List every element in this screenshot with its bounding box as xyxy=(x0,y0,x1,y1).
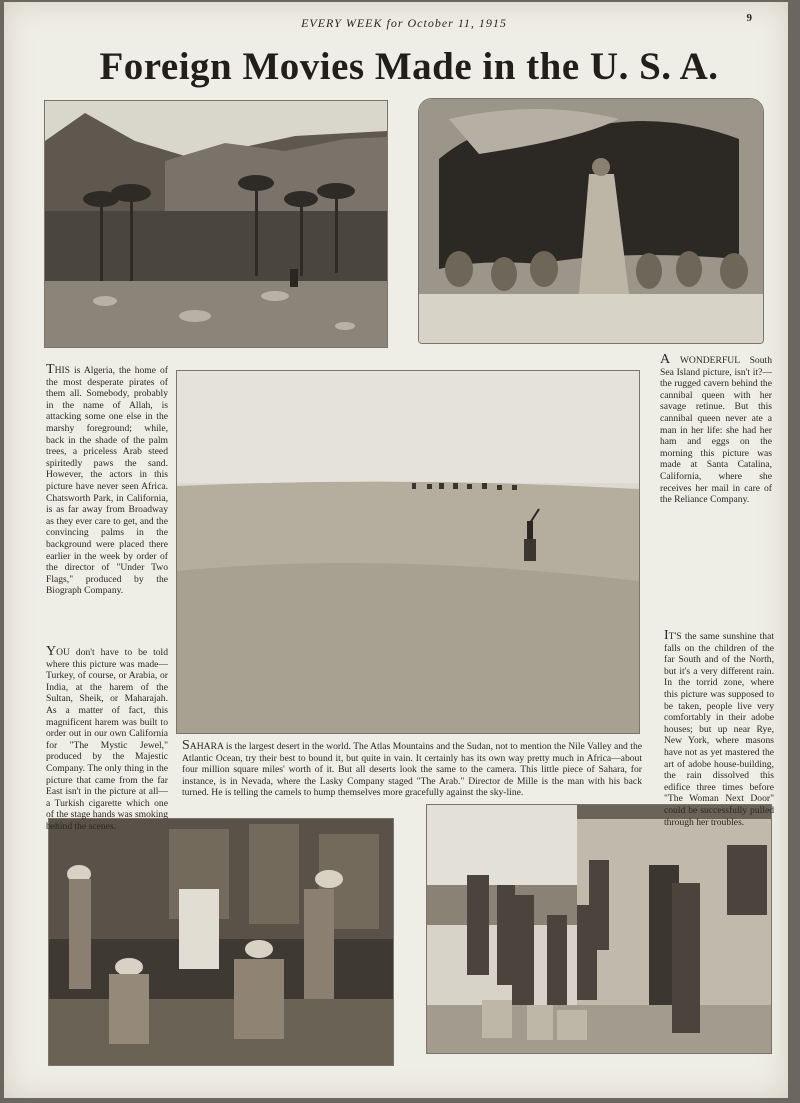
photo-adobe-house xyxy=(426,804,772,1054)
running-header: EVERY WEEK for October 11, 1915 xyxy=(301,16,507,30)
article-title: Foreign Movies Made in the U. S. A. xyxy=(99,45,719,88)
magazine-page xyxy=(4,2,788,1098)
caption-harem: YOU don't have to be told where this picture was made—Turkey, of course, or Arabia, or India, at the harem of the Sultan, Sheik, or Maharajah. As a matter of fact, this magnificent harem was built to order out in our own California for "The Mystic Jewel," produced by the Majestic Company. The only thing in the picture that came from the far East isn't in the picture at all—a Turkish cigarette which one of the stage hands was smoking behind the scenes. xyxy=(46,644,168,832)
page-number: 9 xyxy=(746,12,752,24)
caption-south-sea: A WONDERFUL South Sea Island picture, isn't it?—the rugged cavern behind the cannibal queen with her savage retinue. But this cannibal queen never ate a man in her life: she had her ham and eggs on the morning this picture was made at Santa Catalina, California, where she receives her mail in care of the Reliance Company. xyxy=(660,352,772,506)
photo-algeria-oasis xyxy=(44,100,388,348)
photo-sahara-desert xyxy=(176,370,640,734)
caption-sunshine: IT'S the same sunshine that falls on the children of the far South and of the North, but it's a very different rain. In the torrid zone, where this picture was supposed to be taken, people live very comfortably in their adobe houses; but up near Rye, New York, where masons have not as yet mastered the art of adobe house-building, the rain dissolved this edifice three times before "The Woman Next Door" could be successfully pulled through her troubles. xyxy=(664,628,774,828)
photo-harem-interior xyxy=(48,818,394,1066)
photo-south-sea-cave xyxy=(418,98,764,344)
caption-sahara: SAHARA is the largest desert in the world. The Atlas Mountains and the Sudan, not to mention the Nile Valley and the Atlantic Ocean, try their best to bound it, but quite in vain. It certainly has its own way pretty much in Africa—about four million square miles' worth of it. But all deserts look the same to the camera. This little piece of Sahara, for instance, is in Nevada, where the Lasky Company staged "The Arab." Director de Mille is the man with his back turned. He is telling the camels to hump themselves more gracefully against the sky-line. xyxy=(182,738,642,799)
caption-algeria: THIS is Algeria, the home of the most desperate pirates of them all. Somebody, probably in the name of Allah, is attacking some one else in the marshy foreground; while, back in the shade of the palm trees, a priceless Arab steed spiritedly paws the sand. However, the actors in this picture have never seen Africa. Chatsworth Park, in California, is as far away from Broadway as they ever care to get, and the convincing palms in the background were placed there earlier in the week by order of the director of "Under Two Flags," produced by the Biograph Company. xyxy=(46,362,168,597)
